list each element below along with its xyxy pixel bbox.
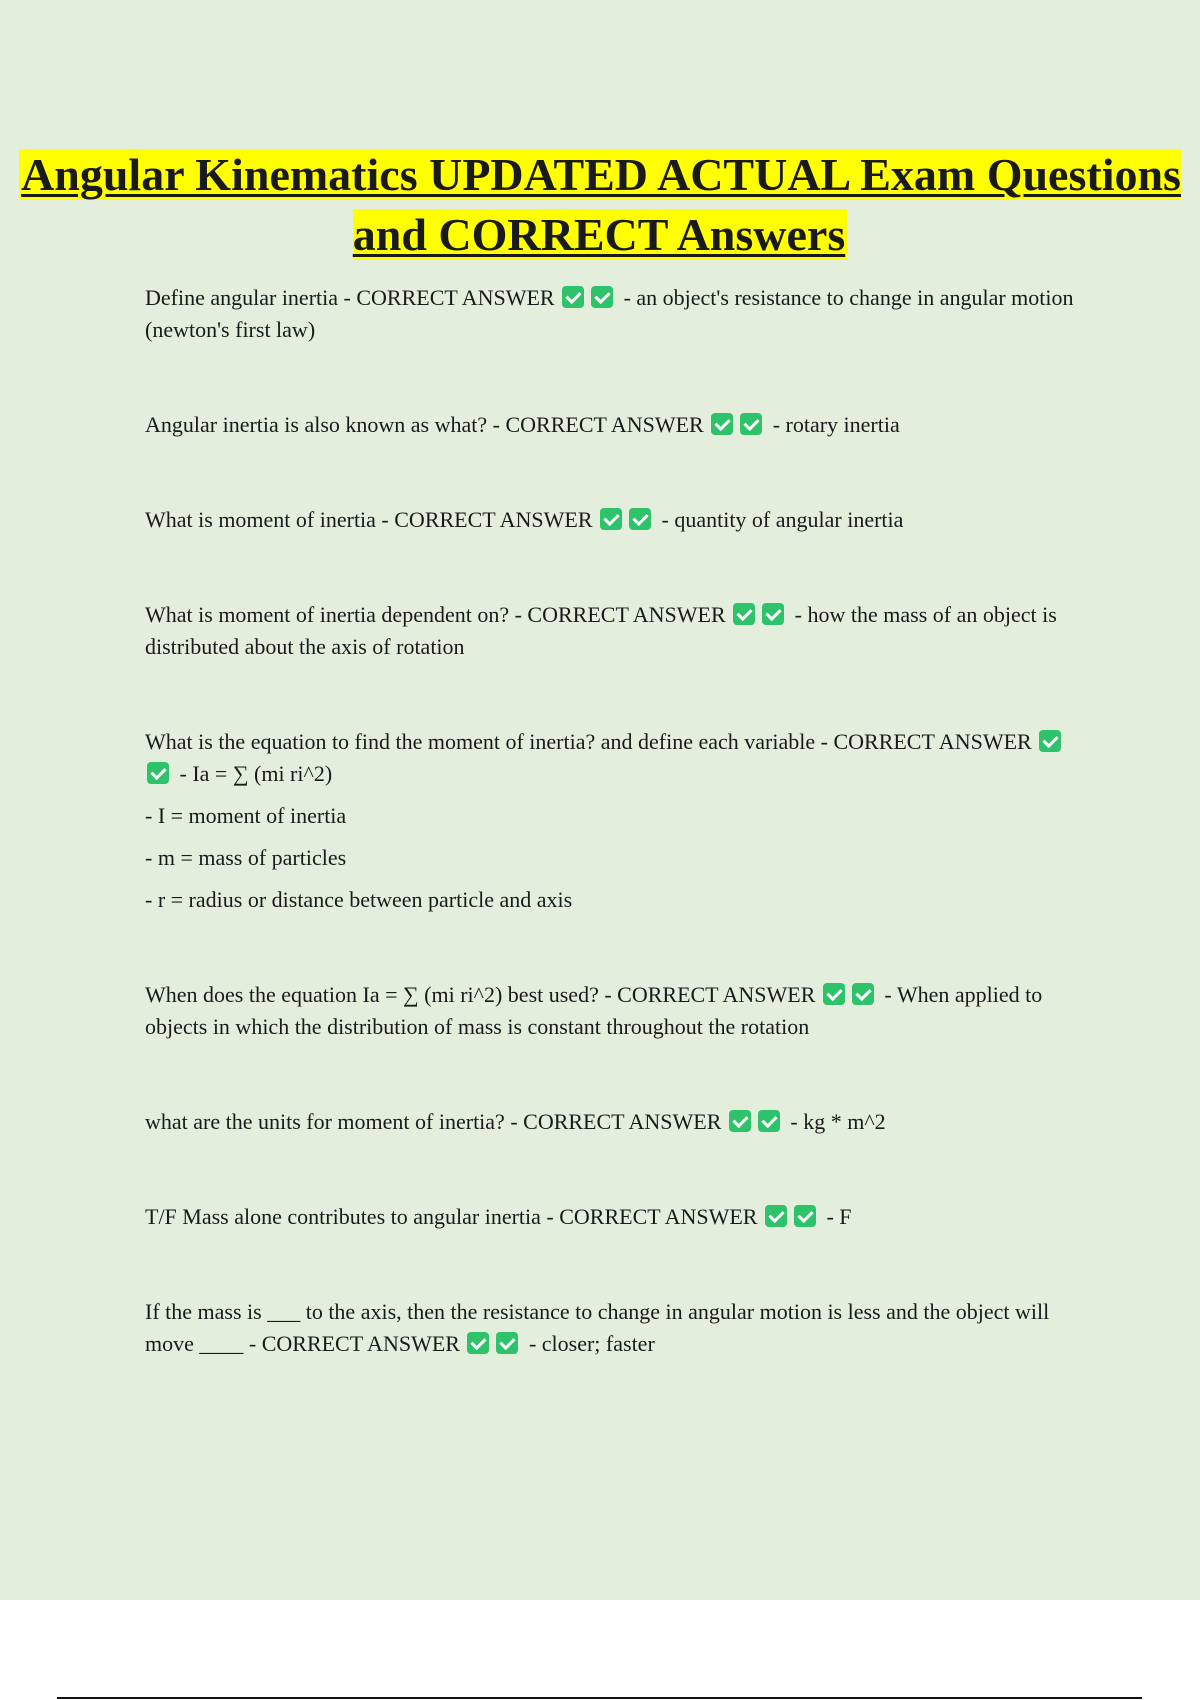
question-text: Define angular inertia - CORRECT ANSWER [145,285,555,310]
qa-item [145,979,1085,1043]
check-icon [852,983,874,1005]
variable-definition: - I = moment of inertia [145,803,347,828]
check-icon [1039,730,1061,752]
check-icon [711,413,733,435]
qa-line [145,409,1085,441]
question-text: What is moment of inertia dependent on? - CORRECT ANSWER [145,602,726,627]
qa-line [145,1296,1085,1360]
qa-list [145,282,1085,1423]
qa-item [145,504,1085,536]
footer-divider [57,1697,1142,1699]
question-text: Angular inertia is also known as what? - CORRECT ANSWER [145,412,704,437]
check-icon [740,413,762,435]
question-text: When does the equation Ia = ∑ (mi ri^2) best used? - CORRECT ANSWER [145,982,816,1007]
check-icon [733,603,755,625]
check-icon [562,286,584,308]
qa-line [145,1106,1085,1138]
question-text: What is moment of inertia - CORRECT ANSWER [145,507,593,532]
check-icon [758,1110,780,1132]
check-icon [591,286,613,308]
qa-line [145,282,1085,346]
qa-line [145,1201,1085,1233]
check-icon [823,983,845,1005]
qa-line [145,979,1085,1043]
answer-text: - an object's resistance to change in angular motion (newton's first law) [145,285,1074,342]
qa-item [145,1296,1085,1360]
check-icon [629,508,651,530]
qa-line [145,726,1085,790]
answer-text: - quantity of angular inertia [661,507,904,532]
answer-text: - F [826,1204,852,1229]
qa-item [145,1106,1085,1138]
qa-item [145,726,1085,916]
check-icon [729,1110,751,1132]
document-title-text: Angular Kinematics UPDATED ACTUAL Exam Questions and CORRECT Answers [21,149,1181,260]
check-icon [600,508,622,530]
answer-text: - When applied to objects in which the distribution of mass is constant throughout the rotation [145,982,1043,1039]
qa-line [145,599,1085,663]
qa-line [145,504,1085,536]
check-icon [467,1332,489,1354]
check-icon [496,1332,518,1354]
document-title [0,145,1200,265]
question-text: what are the units for moment of inertia? - CORRECT ANSWER [145,1109,722,1134]
answer-text: - kg * m^2 [790,1109,886,1134]
check-icon [794,1205,816,1227]
answer-text: - Ia = ∑ (mi ri^2) [179,761,333,786]
check-icon [765,1205,787,1227]
answer-text: - closer; faster [528,1331,655,1356]
check-icon [762,603,784,625]
qa-item [145,1201,1085,1233]
question-text: If the mass is ___ to the axis, then the resistance to change in angular motion is less and the object will move ____ - CORRECT ANSWER [145,1299,1050,1356]
question-text: What is the equation to find the moment of inertia? and define each variable - CORRECT ANSWER [145,729,1032,754]
qa-item [145,282,1085,346]
answer-text: - rotary inertia [772,412,900,437]
check-icon [147,762,169,784]
variable-definition: - r = radius or distance between particle and axis [145,887,573,912]
qa-item [145,409,1085,441]
variable-definition: - m = mass of particles [145,845,347,870]
answer-text: - how the mass of an object is distributed about the axis of rotation [145,602,1057,659]
qa-item [145,599,1085,663]
title-block [0,145,1200,265]
question-text: T/F Mass alone contributes to angular inertia - CORRECT ANSWER [145,1204,758,1229]
